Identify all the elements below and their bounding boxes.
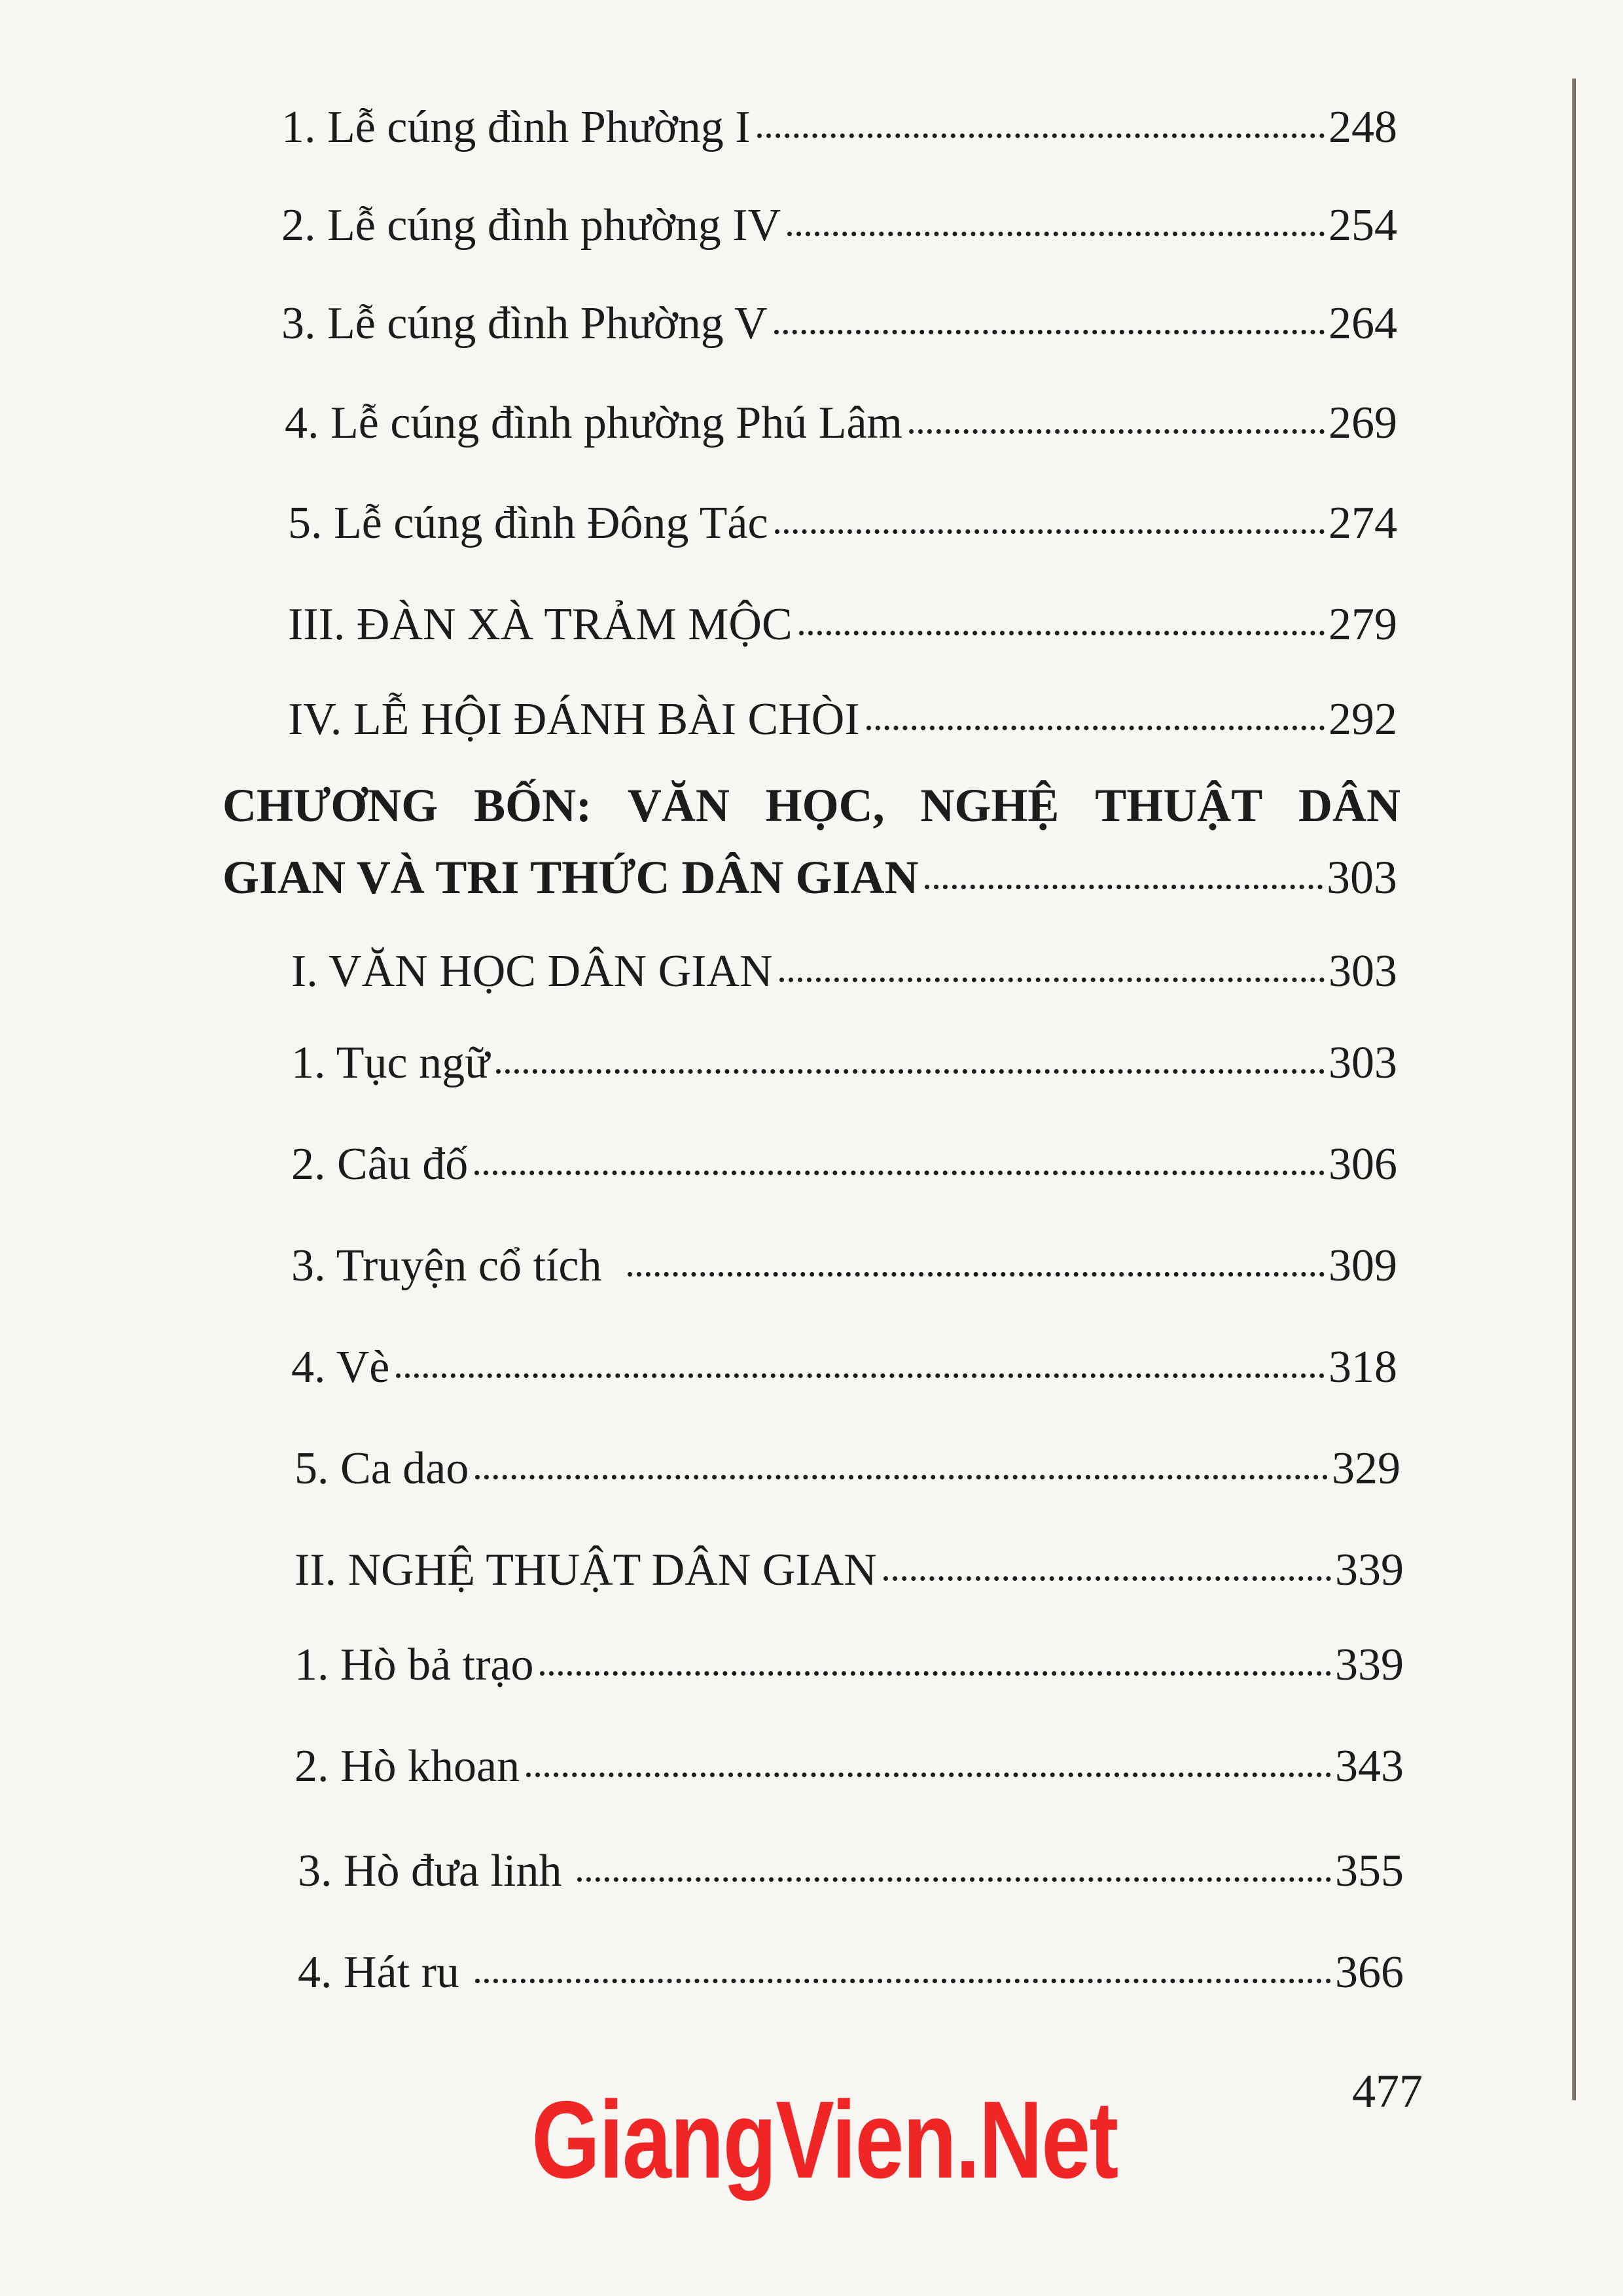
leader-dots (799, 631, 1325, 635)
leader-dots (628, 1272, 1325, 1277)
leader-dots (475, 1979, 1331, 1983)
toc-entry-label: 4. Hát ru (298, 1947, 459, 1998)
chapter-word: THUẬT (1095, 779, 1263, 832)
toc-entry-label: 3. Hò đưa linh (298, 1846, 562, 1896)
leader-dots (866, 726, 1325, 730)
chapter-word: NGHỆ (920, 779, 1060, 832)
toc-entry-page: 339 (1335, 1640, 1404, 1690)
toc-entry-page: 309 (1329, 1241, 1397, 1291)
leader-dots (526, 1773, 1331, 1777)
toc-section (294, 1547, 1404, 1593)
toc-entry-label: 2. Hò khoan (294, 1741, 520, 1792)
leader-dots (925, 885, 1323, 889)
toc-entry-page: 366 (1335, 1947, 1404, 1998)
toc-entry (285, 400, 1397, 446)
toc-entry (281, 102, 1397, 152)
toc-entry-page: 248 (1329, 102, 1397, 152)
toc-entry (298, 1848, 1404, 1894)
toc-entry-label: 4. Vè (291, 1342, 390, 1392)
toc-section (288, 599, 1397, 650)
toc-section (291, 946, 1397, 997)
leader-dots (774, 330, 1325, 334)
toc-entry (291, 1243, 1397, 1289)
leader-dots (909, 429, 1325, 434)
leader-dots (475, 1475, 1328, 1479)
toc-entry (288, 498, 1397, 548)
toc-entry-page: 318 (1329, 1342, 1397, 1392)
toc-entry-page: 292 (1329, 694, 1397, 745)
toc-entry-label: II. NGHỆ THUẬT DÂN GIAN (294, 1545, 877, 1595)
chapter-word: HỌC, (765, 779, 885, 832)
toc-entry-page: 303 (1329, 946, 1397, 997)
toc-entry-label: 3. Lễ cúng đình Phường V (281, 298, 768, 349)
chapter-word: DÂN (1298, 779, 1400, 832)
toc-entry-page: 279 (1329, 599, 1397, 650)
toc-entry (281, 200, 1397, 251)
toc-entry-page: 264 (1329, 298, 1397, 349)
toc-entry-page: 274 (1329, 498, 1397, 548)
chapter-title-line-1 (223, 779, 1400, 832)
leader-dots (775, 529, 1325, 534)
toc-entry-label: 2. Lễ cúng đình phường IV (281, 200, 781, 251)
chapter-title-text: GIAN VÀ TRI THỨC DÂN GIAN (223, 851, 919, 904)
leader-dots (540, 1671, 1331, 1676)
page-number: 477 (1352, 2065, 1423, 2117)
leader-dots (396, 1373, 1325, 1378)
toc-entry (298, 1947, 1404, 1998)
toc-entry-label: 5. Lễ cúng đình Đông Tác (288, 498, 768, 548)
toc-entry-page: 254 (1329, 200, 1397, 251)
leader-dots (883, 1576, 1331, 1581)
leader-dots (577, 1877, 1331, 1882)
leader-dots (779, 978, 1325, 982)
chapter-title-line-2 (223, 851, 1397, 904)
watermark-logo: GiangVien.Net (531, 2077, 1118, 2201)
toc-entry-page: 343 (1335, 1741, 1404, 1792)
leader-dots (757, 133, 1325, 138)
toc-entry-label: 3. Truyện cổ tích (291, 1241, 602, 1291)
toc-entry-label: III. ĐÀN XÀ TRẢM MỘC (288, 599, 793, 650)
toc-entry (291, 1139, 1397, 1190)
toc-entry-label: 1. Tục ngữ (291, 1038, 490, 1088)
toc-entry-page: 355 (1335, 1846, 1404, 1896)
chapter-word: BỐN: (474, 779, 592, 832)
toc-section (288, 694, 1397, 745)
toc-entry (294, 1642, 1404, 1688)
toc-entry-page: 269 (1329, 398, 1397, 448)
toc-entry (281, 298, 1397, 349)
toc-entry-label: 4. Lễ cúng đình phường Phú Lâm (285, 398, 903, 448)
chapter-page: 303 (1327, 851, 1397, 904)
chapter-word: VĂN (627, 779, 730, 832)
toc-entry-label: 1. Lễ cúng đình Phường I (281, 102, 751, 152)
toc-entry (291, 1342, 1397, 1392)
toc-entry-label: IV. LỄ HỘI ĐÁNH BÀI CHÒI (288, 694, 860, 745)
chapter-word: CHƯƠNG (223, 779, 438, 832)
toc-entry-label: 1. Hò bả trạo (294, 1640, 534, 1690)
leader-dots (787, 232, 1325, 236)
toc-entry (294, 1741, 1404, 1792)
toc-entry-page: 339 (1335, 1545, 1404, 1595)
toc-entry (294, 1443, 1400, 1494)
toc-entry (291, 1040, 1397, 1086)
toc-entry-label: 2. Câu đố (291, 1139, 469, 1190)
toc-entry-page: 303 (1329, 1038, 1397, 1088)
leader-dots (496, 1069, 1325, 1074)
toc-entry-page: 329 (1332, 1443, 1400, 1494)
leader-dots (474, 1171, 1325, 1175)
toc-entry-label: 5. Ca dao (294, 1443, 469, 1494)
toc-entry-page: 306 (1329, 1139, 1397, 1190)
toc-entry-label: I. VĂN HỌC DÂN GIAN (291, 946, 773, 997)
